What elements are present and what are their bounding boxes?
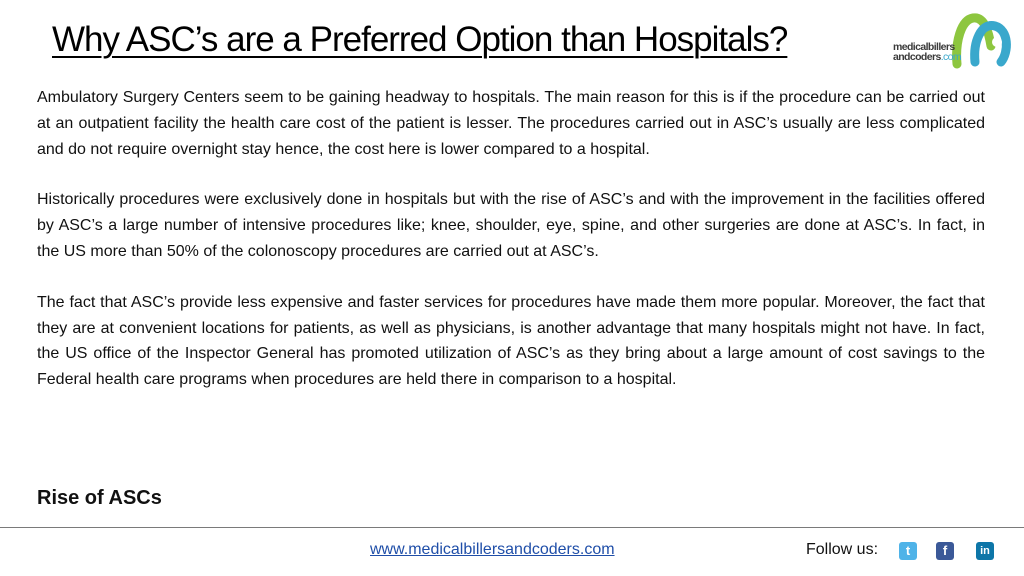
- company-logo: [893, 12, 1015, 72]
- footer-divider: [0, 527, 1024, 528]
- page-title: Why ASC’s are a Preferred Option than Hospitals?: [52, 20, 788, 59]
- paragraph-advantages: The fact that ASC’s provide less expensive and faster services for procedures have made them more popular. Moreover, the fact that they are at convenient locations for patients, as well as physicians, is another advantage that many hospitals might not have. In fact, the US office of the Inspector General has promoted utilization of ASC’s as they bring about a large amount of cost savings to the Federal health care programs when procedures are held there in comparison to a hospital.: [37, 293, 985, 389]
- main-content: [37, 85, 985, 418]
- section-heading: Rise of ASCs: [37, 487, 162, 509]
- facebook-icon[interactable]: f: [936, 542, 954, 560]
- logo-text: [893, 42, 961, 62]
- logo-text-line2: andcoders: [893, 51, 941, 63]
- linkedin-icon[interactable]: in: [976, 542, 994, 560]
- website-link[interactable]: www.medicalbillersandcoders.com: [370, 541, 615, 558]
- paragraph-history: Historically procedures were exclusively done in hospitals but with the rise of ASC’s and with the improvement in the facilities offered by ASC’s a large number of intensive procedures like; knee, shoulder, eye, spine, and other surgeries are done at ASC’s. In fact, in the US more than 50% of the colonoscopy procedures are carried out at ASC’s.: [37, 191, 985, 260]
- logo-text-suffix: .com: [940, 51, 962, 63]
- follow-us-label: Follow us:: [806, 541, 879, 558]
- paragraph-intro: Ambulatory Surgery Centers seem to be gaining headway to hospitals. The main reason for this is if the procedure can be carried out at an outpatient facility the health care cost of the patient is lesser. The procedures carried out in ASC’s usually are less complicated and do not require overnight stay hence, the cost here is lower compared to a hospital.: [37, 89, 985, 158]
- twitter-icon[interactable]: t: [899, 542, 917, 560]
- logo-text-line1: medicalbillers: [893, 41, 955, 53]
